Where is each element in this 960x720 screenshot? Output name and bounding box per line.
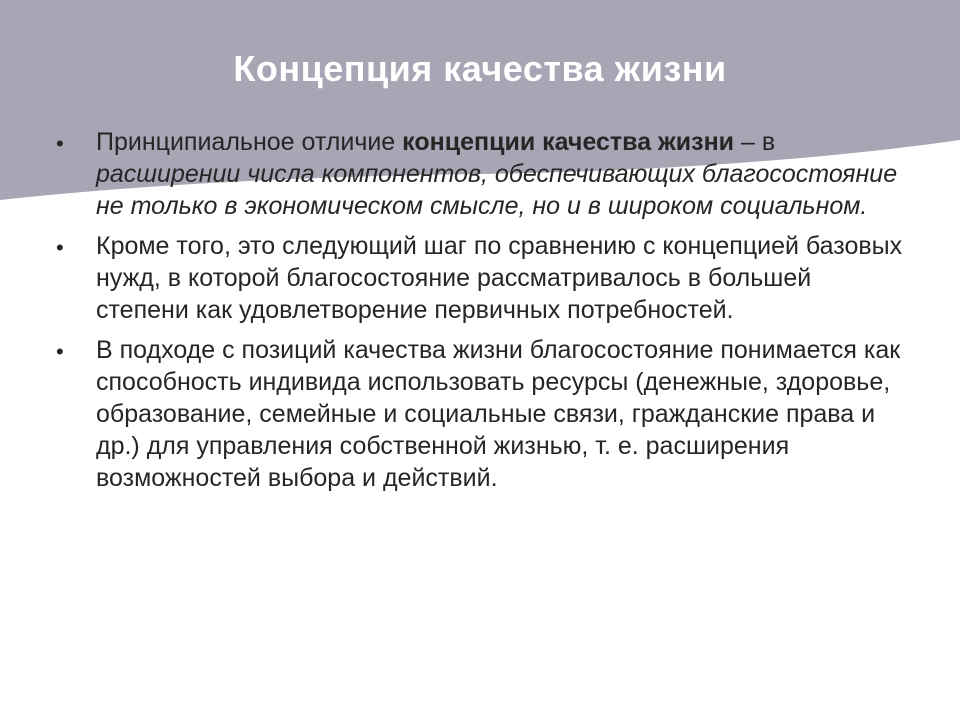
bullet-marker: • bbox=[56, 339, 64, 364]
bullet-item-1 bbox=[56, 126, 906, 222]
bullet-2-text: Кроме того, это следующий шаг по сравнению с концепцией базовых нужд, в которой благосостояние рассматривалось в большей степени как удовлетворение первичных потребностей. bbox=[96, 232, 903, 324]
bullet-1-bold: концепции качества жизни bbox=[402, 128, 735, 156]
bullet-list bbox=[56, 126, 906, 502]
bullet-item-3 bbox=[56, 334, 906, 494]
bullet-item-2 bbox=[56, 230, 906, 326]
bullet-marker: • bbox=[56, 131, 64, 156]
bullet-1-lead: Принципиальное отличие bbox=[96, 128, 403, 156]
bullet-1-after-bold: – в bbox=[734, 128, 776, 156]
bullet-3-text: В подходе с позиций качества жизни благосостояние понимается как способность индивида использовать ресурсы (денежные, здоровье, образование, семейные и социальные связи, гражданские права и др.) для управления собственной жизнью, т. е. расширения возможностей выбора и действий. bbox=[96, 336, 901, 492]
slide-title: Концепция качества жизни bbox=[233, 48, 727, 89]
bullet-1-italic: расширении числа компонентов, обеспечивающих благосостояние не только в экономическом смысле, но и в широком социальном. bbox=[96, 160, 898, 220]
bullet-marker: • bbox=[56, 235, 64, 260]
